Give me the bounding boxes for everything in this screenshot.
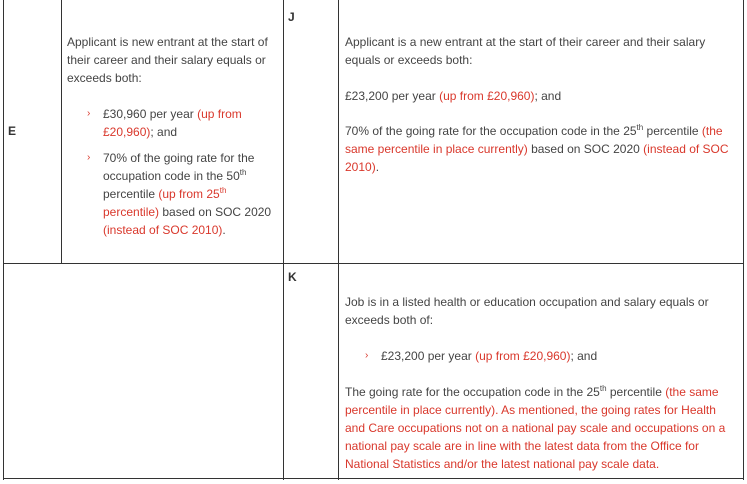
table-border-right — [743, 0, 744, 480]
right-triangle-arrow-icon: › — [365, 350, 369, 361]
table-divider-mid — [283, 0, 284, 480]
cell-j-heading: Applicant is a new entrant at the start of their career and their salary equals or exceeds both: — [345, 35, 706, 67]
row-code-k: K — [288, 270, 297, 284]
table-border-left — [3, 0, 4, 480]
table-divider-right — [338, 0, 339, 480]
cell-e-bullet-list — [87, 105, 281, 239]
table-border-bottom — [3, 478, 744, 479]
cell-j-going-rate: 70% of the going rate for the occupation code in the 25th percentile (the same percentile in place currently) based on SOC 2020 (instead of SOC 2010). — [345, 123, 729, 174]
row-code-j: J — [288, 10, 295, 24]
row-divider — [3, 263, 744, 264]
cell-j-content — [345, 33, 737, 176]
conditions-table — [3, 0, 744, 480]
cell-j-salary: £23,200 per year (up from £20,960); and — [345, 89, 562, 103]
cell-k-going-rate: The going rate for the occupation code in the 25th percentile (the same percentile in place currently). As mentioned, the going rates for Health and Care occupations not on a national pay scale and occupations on a national pay scale are in line with the latest data from the Office for National Statistics and/or the latest national pay scale data. — [345, 384, 726, 471]
list-item: › 70% of the going rate for the occupation code in the 50th percentile (up from 25th percentile) based on SOC 2020 (instead of SOC 2010). — [87, 151, 272, 237]
cell-e-content — [67, 33, 281, 239]
cell-e-heading: Applicant is new entrant at the start of their career and their salary equals or exceeds both: — [67, 35, 268, 85]
list-item: › £30,960 per year (up from £20,960); and — [87, 107, 242, 139]
table-divider-left — [61, 0, 62, 264]
cell-k-heading: Job is in a listed health or education occupation and salary equals or exceeds both of: — [345, 295, 709, 327]
list-item: › £23,200 per year (up from £20,960); and — [365, 349, 598, 363]
right-triangle-arrow-icon: › — [87, 108, 91, 119]
right-triangle-arrow-icon: › — [87, 152, 91, 163]
cell-k-content — [345, 293, 739, 473]
row-code-e: E — [8, 124, 17, 138]
